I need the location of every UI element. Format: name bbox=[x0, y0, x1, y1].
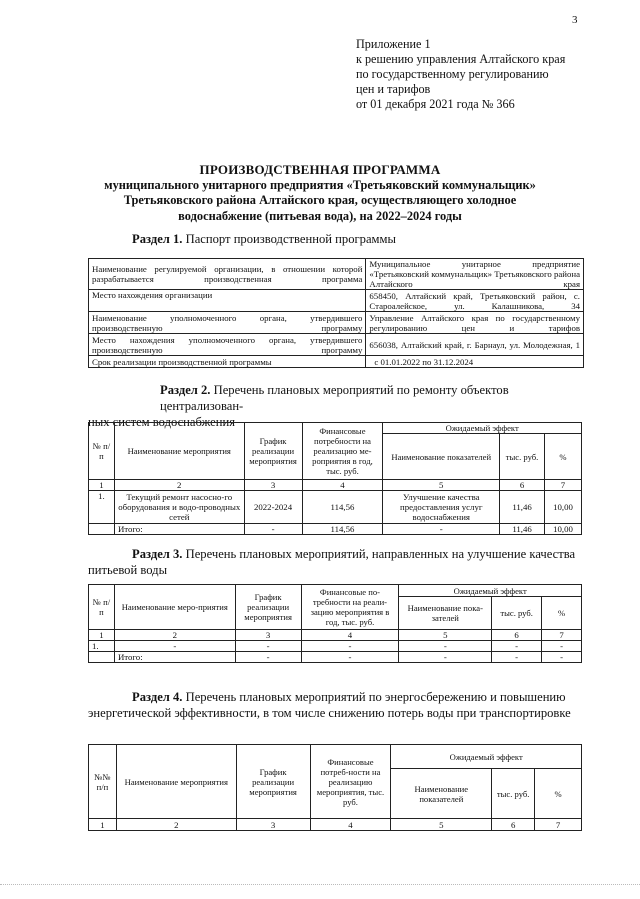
section1-heading: Раздел 1. Паспорт производственной программы bbox=[132, 232, 396, 246]
title-line-4: водоснабжение (питьевая вода), на 2022–2024 годы bbox=[178, 208, 462, 223]
repair-table bbox=[88, 422, 582, 535]
table-row bbox=[89, 334, 584, 356]
header-rub: тыс. руб. bbox=[492, 597, 542, 630]
passport-cell-value: Муниципальное унитарное предприятие «Третьяковский коммунальщик» Третьяковского района Алтайского края bbox=[366, 259, 584, 290]
colnum-cell: 6 bbox=[500, 480, 545, 491]
table-header-row bbox=[89, 423, 582, 434]
row-indicator: - bbox=[399, 641, 492, 652]
passport-cell-value: 656038, Алтайский край, г. Барнаул, ул. Молодежная, 1 bbox=[366, 334, 584, 356]
colnum-cell: 1 bbox=[89, 819, 117, 831]
row-name: - bbox=[114, 641, 235, 652]
header-effect: Ожидаемый эффект bbox=[399, 585, 582, 597]
page-bottom-divider bbox=[0, 884, 640, 885]
colnum-cell: 2 bbox=[114, 480, 244, 491]
colnum-cell: 1 bbox=[89, 480, 115, 491]
row-pct: - bbox=[542, 641, 582, 652]
total-rub: 11,46 bbox=[500, 524, 545, 535]
header-name: Наименование меро-приятия bbox=[114, 585, 235, 630]
document-title bbox=[60, 162, 580, 224]
total-pct: - bbox=[542, 652, 582, 663]
header-schedule: График реализации мероприятия bbox=[236, 745, 310, 819]
colnum-cell: 4 bbox=[302, 480, 383, 491]
row-pct: 10,00 bbox=[545, 491, 582, 524]
table-row bbox=[89, 819, 582, 831]
header-num: №№ п/п bbox=[89, 745, 117, 819]
colnum-cell: 2 bbox=[114, 630, 235, 641]
total-spacer bbox=[89, 652, 115, 663]
colnum-cell: 2 bbox=[116, 819, 236, 831]
colnum-cell: 3 bbox=[235, 630, 301, 641]
table-row bbox=[89, 630, 582, 641]
header-rub: тыс. руб. bbox=[500, 434, 545, 480]
colnum-cell: 7 bbox=[542, 630, 582, 641]
passport-cell-value: с 01.01.2022 по 31.12.2024 bbox=[366, 356, 584, 368]
header-effect: Ожидаемый эффект bbox=[383, 423, 582, 434]
title-line-3: Третьяковского района Алтайского края, осуществляющего холодное bbox=[123, 193, 517, 207]
passport-cell-label: Наименование уполномоченного органа, утвердившего производственную программу bbox=[89, 312, 366, 334]
table-total-row bbox=[89, 652, 582, 663]
colnum-cell: 7 bbox=[545, 480, 582, 491]
table-row bbox=[89, 491, 582, 524]
total-schedule: - bbox=[235, 652, 301, 663]
total-finance: - bbox=[301, 652, 399, 663]
row-rub: - bbox=[492, 641, 542, 652]
appendix-line: по государственному регулированию bbox=[356, 67, 549, 81]
row-indicator: Улучшение качества предоставления услуг водоснабжения bbox=[383, 491, 500, 524]
row-rub: 11,46 bbox=[500, 491, 545, 524]
table-row bbox=[89, 290, 584, 312]
appendix-line: Приложение 1 bbox=[356, 37, 431, 51]
title-line-2: муниципального унитарного предприятия «Третьяковский коммунальщик» bbox=[104, 177, 536, 192]
header-rub: тыс. руб. bbox=[492, 769, 535, 819]
colnum-cell: 6 bbox=[492, 819, 535, 831]
header-pct: % bbox=[545, 434, 582, 480]
colnum-cell: 1 bbox=[89, 630, 115, 641]
row-schedule: 2022-2024 bbox=[244, 491, 302, 524]
water-quality-table bbox=[88, 584, 582, 663]
header-pct: % bbox=[542, 597, 582, 630]
section4-heading: Раздел 4. Перечень плановых мероприятий по энергосбережению и повышению энергетической эффективности, в том числе снижению потерь воды при транспортировке bbox=[88, 690, 571, 720]
header-finance: Финансовые по-требности на реали-зацию мероприятия в год, тыс. руб. bbox=[301, 585, 399, 630]
table-row bbox=[89, 480, 582, 491]
row-num: 1. bbox=[89, 491, 115, 524]
header-num: № п/п bbox=[89, 585, 115, 630]
colnum-cell: 4 bbox=[301, 630, 399, 641]
total-label: Итого: bbox=[114, 524, 244, 535]
total-schedule: - bbox=[244, 524, 302, 535]
header-indicator: Наименование показателей bbox=[391, 769, 492, 819]
row-finance: 114,56 bbox=[302, 491, 383, 524]
header-name: Наименование мероприятия bbox=[114, 423, 244, 480]
appendix-line: к решению управления Алтайского края bbox=[356, 52, 566, 66]
table-row bbox=[89, 259, 584, 290]
colnum-cell: 7 bbox=[535, 819, 582, 831]
colnum-cell: 5 bbox=[399, 630, 492, 641]
header-finance: Финансовые потреб-ности на реализацию мероприятия, тыс. руб. bbox=[310, 745, 391, 819]
section2-heading: Раздел 2. Перечень плановых мероприятий по ремонту объектов централизован- ных систем водоснабжения bbox=[88, 383, 509, 429]
header-finance: Финансовые потребности на реализацию ме-роприятия в год, тыс. руб. bbox=[302, 423, 383, 480]
header-schedule: График реализации мероприятия bbox=[235, 585, 301, 630]
header-schedule: График реализации мероприятия bbox=[244, 423, 302, 480]
total-label: Итого: bbox=[114, 652, 235, 663]
passport-cell-label: Срок реализации производственной программы bbox=[89, 356, 366, 368]
total-rub: - bbox=[492, 652, 542, 663]
page-number: 3 bbox=[572, 14, 578, 26]
passport-table bbox=[88, 258, 584, 368]
header-indicator: Наименование пока-зателей bbox=[399, 597, 492, 630]
colnum-cell: 3 bbox=[236, 819, 310, 831]
total-pct: 10,00 bbox=[545, 524, 582, 535]
energy-saving-table bbox=[88, 744, 582, 831]
appendix-line: от 01 декабря 2021 года № 366 bbox=[356, 97, 515, 111]
total-indicator: - bbox=[383, 524, 500, 535]
colnum-cell: 5 bbox=[391, 819, 492, 831]
passport-cell-label: Место нахождения уполномоченного органа, утвердившего производственную программу bbox=[89, 334, 366, 356]
table-header-row bbox=[89, 585, 582, 597]
header-indicator: Наименование показателей bbox=[383, 434, 500, 480]
total-indicator: - bbox=[399, 652, 492, 663]
row-num: 1. bbox=[89, 641, 115, 652]
passport-cell-value: 658450, Алтайский край, Третьяковский район, с. Староалейское, ул. Калашникова, 34 bbox=[366, 290, 584, 312]
row-finance: - bbox=[301, 641, 399, 652]
appendix-block bbox=[356, 37, 565, 112]
header-effect: Ожидаемый эффект bbox=[391, 745, 582, 769]
passport-cell-value: Управление Алтайского края по государственному регулированию цен и тарифов bbox=[366, 312, 584, 334]
passport-cell-label: Место нахождения организации bbox=[89, 290, 366, 312]
header-name: Наименование мероприятия bbox=[116, 745, 236, 819]
row-name: Текущий ремонт насосно-го оборудования и водо-проводных сетей bbox=[114, 491, 244, 524]
table-row bbox=[89, 641, 582, 652]
colnum-cell: 6 bbox=[492, 630, 542, 641]
colnum-cell: 5 bbox=[383, 480, 500, 491]
table-total-row bbox=[89, 524, 582, 535]
passport-cell-label: Наименование регулируемой организации, в отношении которой разрабатывается производственная программа bbox=[89, 259, 366, 290]
header-num: № п/п bbox=[89, 423, 115, 480]
row-schedule: - bbox=[235, 641, 301, 652]
table-row bbox=[89, 356, 584, 368]
total-finance: 114,56 bbox=[302, 524, 383, 535]
colnum-cell: 4 bbox=[310, 819, 391, 831]
header-pct: % bbox=[535, 769, 582, 819]
colnum-cell: 3 bbox=[244, 480, 302, 491]
total-spacer bbox=[89, 524, 115, 535]
table-row bbox=[89, 312, 584, 334]
table-header-row bbox=[89, 745, 582, 769]
appendix-line: цен и тарифов bbox=[356, 82, 431, 96]
title-line-1: ПРОИЗВОДСТВЕННАЯ ПРОГРАММА bbox=[199, 162, 441, 177]
section3-heading: Раздел 3. Перечень плановых мероприятий, направленных на улучшение качества питьевой воды bbox=[88, 547, 576, 577]
